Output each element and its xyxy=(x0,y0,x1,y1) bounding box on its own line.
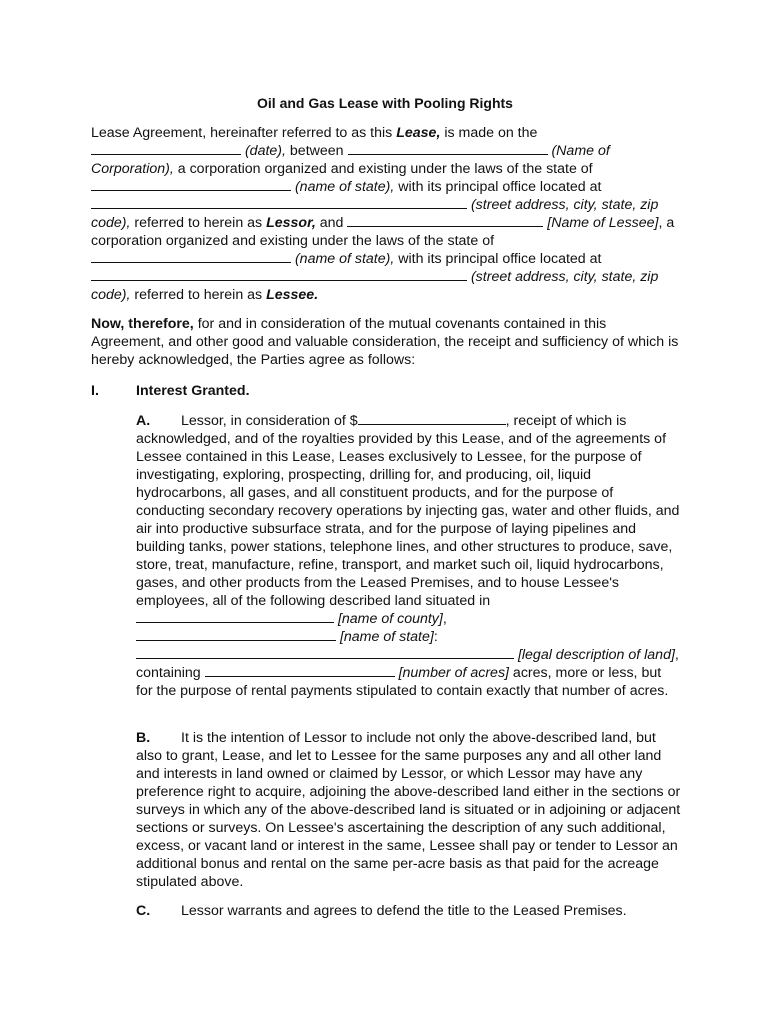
date-blank xyxy=(91,142,241,155)
acres-blank xyxy=(205,664,395,677)
text: Lessor, in consideration of $ xyxy=(181,413,358,429)
state-hint-2: (name of state), xyxy=(294,251,395,267)
text: , a corporation organized and existing under the laws of the state of xyxy=(91,215,675,249)
text: and xyxy=(315,215,348,231)
legal-description-hint: [legal description of land] xyxy=(517,647,675,663)
lessor-term: Lessor, xyxy=(266,215,316,231)
text: between xyxy=(285,143,348,159)
text: with its principal office located at xyxy=(394,251,602,267)
acres-hint: [number of acres] xyxy=(398,665,509,681)
county-hint: [name of county] xyxy=(337,611,443,627)
text: Lease Agreement, hereinafter referred to as this xyxy=(91,125,397,141)
document-title: Oil and Gas Lease with Pooling Rights xyxy=(257,95,513,111)
text: referred to herein as xyxy=(130,287,267,303)
subsection-label: C. xyxy=(136,903,151,919)
intro-paragraph xyxy=(91,124,681,304)
text: with its principal office located at xyxy=(394,179,602,195)
subsection-a xyxy=(136,412,681,700)
state-hint: (name of state), xyxy=(294,179,395,195)
subsection-text: It is the intention of Lessor to include not only the above-described land, but also to grant, Lease, and let to Lessee for the same purposes any and all other land and interests in land owned or claimed by Lessor, or which Lessor may have any preference right to acquire, adjoining the above-described land either in the sections or surveys in which any of the above-described land is situated or in adjoining or adjacent sections or surveys. On Lessee's ascertaining the description of any such additional, excess, or vacant land or interest in the same, Lessee shall pay or tender to Lessor an additional bonus and rental on the same per-acre basis as that paid for the acreage stipulated above. xyxy=(136,730,681,890)
corporation-name-blank xyxy=(348,142,548,155)
text: is made on the xyxy=(440,125,538,141)
address-blank-2 xyxy=(91,268,467,281)
lessee-term: Lessee. xyxy=(266,287,319,303)
recital-paragraph xyxy=(91,315,681,369)
text: , receipt of which is acknowledged, and of the royalties provided by this Lease, and of the agreements of Lessee contained in this Lease, Leases exclusively to Lessee, for the purpose of investigating, exploring, prospecting, drilling for, and producing, oil, liquid hydrocarbons, all gases, and all constituent products, and for the purpose of conducting secondary recovery operations by injecting gas, water and other fluids, and air into productive subsurface strata, and for the purpose of laying pipelines and building tanks, power stations, telephone lines, and other structures to produce, save, store, treat, manufacture, refine, transport, and market such oil, liquid hydrocarbons, gases, and other products from the Leased Premises, and to house Lessee's employees, all of the following described land situated in xyxy=(136,413,680,609)
legal-description-blank xyxy=(136,646,514,659)
address-hint-2: (street address, city, state, zip code), xyxy=(91,269,659,303)
state-blank xyxy=(91,178,291,191)
consideration-amount-blank xyxy=(358,412,506,425)
corporation-hint: (Name of Corporation), xyxy=(91,143,610,177)
state-blank-2 xyxy=(91,250,291,263)
subsection-b xyxy=(136,729,681,891)
text: acres, more or less, but for the purpose of rental payments stipulated to contain exactly that number of acres. xyxy=(136,665,669,699)
section-heading xyxy=(91,382,250,400)
text: , containing xyxy=(136,647,679,681)
section-number: I. xyxy=(91,383,99,399)
date-hint: (date), xyxy=(244,143,286,159)
subsection-label: B. xyxy=(136,730,151,746)
text: , xyxy=(442,611,447,627)
subsection-label: A. xyxy=(136,413,151,429)
address-blank xyxy=(91,196,467,209)
text: a corporation organized and existing under the laws of the state of xyxy=(173,161,593,177)
state-blank-3 xyxy=(136,628,336,641)
lease-term: Lease, xyxy=(396,125,441,141)
lessee-hint: [Name of Lessee] xyxy=(547,215,659,231)
subsection-c xyxy=(136,902,681,920)
county-blank xyxy=(136,610,334,623)
subsection-text: Lessor warrants and agrees to defend the title to the Leased Premises. xyxy=(181,903,627,919)
recital-lead: Now, therefore, xyxy=(91,316,194,332)
recital-text: for and in consideration of the mutual covenants contained in this Agreement, and other good and valuable consideration, the receipt and sufficiency of which is hereby acknowledged, the Parties agree as follows: xyxy=(91,316,679,368)
state-hint-3: [name of state] xyxy=(339,629,434,645)
section-title: Interest Granted. xyxy=(136,383,250,399)
address-hint: (street address, city, state, zip code), xyxy=(91,197,659,231)
text: referred to herein as xyxy=(130,215,267,231)
lessee-name-blank xyxy=(347,214,543,227)
text: : xyxy=(433,629,438,645)
